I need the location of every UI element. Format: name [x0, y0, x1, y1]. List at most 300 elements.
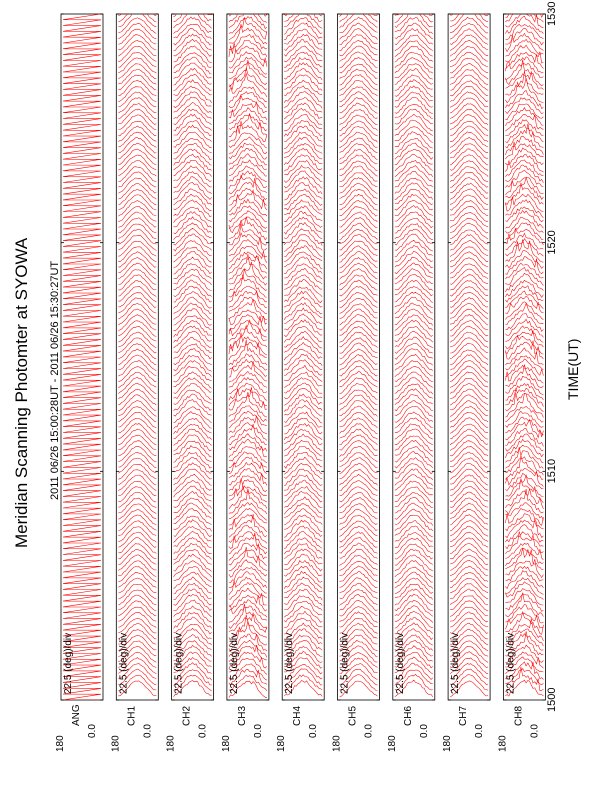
scan-line — [118, 538, 156, 554]
scan-line — [450, 350, 488, 365]
scan-line — [118, 263, 156, 279]
scan-line — [505, 566, 543, 581]
scan-line — [229, 446, 267, 462]
scan-line — [450, 366, 488, 382]
scan-line — [395, 475, 433, 491]
scan-line — [450, 566, 488, 582]
scan-line — [340, 57, 378, 73]
scan-line — [229, 371, 267, 387]
scan-line — [450, 29, 488, 45]
scan-line — [340, 383, 378, 399]
scan-line — [395, 520, 433, 537]
scan-line — [450, 109, 488, 125]
scan-line — [118, 475, 156, 491]
scan-line — [174, 441, 212, 457]
scan-line — [174, 121, 212, 136]
scan-line — [284, 429, 322, 445]
scan-line — [395, 201, 433, 216]
scan-line — [118, 281, 156, 297]
scan-line — [450, 212, 488, 227]
scan-line — [450, 23, 488, 39]
scan-line — [450, 475, 488, 491]
scan-line — [118, 504, 156, 519]
scan-line — [174, 520, 212, 537]
panel-channel-label: CH6 — [402, 705, 414, 726]
scan-line — [229, 87, 267, 103]
scan-line — [340, 258, 378, 274]
y-tick-label: 0.0 — [363, 724, 375, 738]
scan-line — [450, 589, 488, 605]
scan-line — [118, 612, 156, 627]
panel-ang — [55, 14, 103, 752]
scan-line — [395, 172, 433, 188]
scan-line — [450, 618, 488, 633]
y-tick-label: 180 — [386, 735, 398, 752]
scan-line — [118, 161, 156, 177]
scan-line — [395, 257, 433, 274]
x-axis-label: TIME(UT) — [565, 338, 581, 400]
scan-line — [284, 596, 322, 611]
panel-group — [55, 0, 545, 752]
scan-line — [118, 212, 156, 227]
y-tick-label: 180 — [55, 735, 66, 752]
scan-line — [340, 28, 378, 44]
scan-line — [505, 52, 543, 68]
scan-line — [450, 560, 488, 576]
scan-line — [450, 326, 488, 342]
scan-line — [118, 23, 156, 39]
scan-line — [450, 338, 488, 353]
scan-line — [284, 58, 322, 73]
scan-line — [229, 515, 267, 532]
scan-line — [284, 561, 322, 577]
scan-line — [174, 217, 212, 234]
scan-line — [395, 509, 433, 525]
scan-line — [118, 200, 156, 216]
y-tick-label: 180 — [220, 735, 232, 752]
scan-line — [395, 218, 433, 233]
scan-line — [450, 503, 488, 519]
scan-line — [340, 441, 378, 457]
scan-line — [118, 29, 156, 44]
scan-line — [174, 378, 212, 394]
scan-line — [284, 86, 322, 103]
scan-line — [229, 572, 267, 588]
scan-line — [174, 92, 212, 108]
scan-line — [450, 172, 488, 187]
scan-line — [340, 69, 378, 85]
y-tick-label: 180 — [110, 735, 122, 752]
scan-line — [174, 332, 212, 349]
scan-line — [174, 594, 212, 611]
scan-line — [229, 526, 267, 544]
scan-line — [505, 509, 543, 526]
scan-line — [118, 544, 156, 559]
scan-line — [174, 606, 212, 623]
scan-line — [340, 590, 378, 606]
scan-line — [505, 194, 543, 211]
scan-line — [174, 600, 212, 617]
scan-line — [450, 572, 488, 587]
scan-line — [174, 183, 212, 200]
scan-line — [229, 291, 267, 308]
scan-line — [118, 590, 156, 605]
scan-line — [118, 98, 156, 114]
scan-line — [118, 109, 156, 124]
scan-line — [450, 235, 488, 251]
scan-line — [174, 554, 212, 571]
scan-line — [118, 178, 156, 193]
scan-line — [229, 46, 267, 62]
scan-line — [229, 423, 267, 441]
scan-line — [340, 23, 378, 39]
scan-line — [284, 161, 322, 176]
scan-line — [118, 515, 156, 531]
scan-line — [340, 212, 378, 228]
scan-line — [395, 224, 433, 240]
scan-line — [450, 406, 488, 422]
scan-line — [395, 384, 433, 400]
scan-line — [118, 395, 156, 411]
panel-channel-label: CH2 — [181, 705, 193, 726]
scan-line — [450, 584, 488, 599]
scan-line — [450, 441, 488, 456]
scan-line — [118, 383, 156, 399]
scan-line — [174, 303, 212, 320]
scan-line — [118, 247, 156, 262]
scan-line — [118, 378, 156, 394]
y-tick-label: 0.0 — [87, 724, 98, 738]
scan-line — [450, 401, 488, 417]
scan-line — [450, 321, 488, 337]
scan-line — [450, 40, 488, 56]
scan-line — [450, 314, 488, 331]
scan-line — [505, 0, 543, 17]
scan-line — [174, 264, 212, 279]
panel-scale-label: 22.5 (deg)/div — [63, 632, 74, 694]
scan-line — [174, 361, 212, 377]
scan-line — [229, 406, 267, 422]
scan-line — [395, 178, 433, 193]
scan-line — [174, 503, 212, 519]
scan-line — [450, 452, 488, 467]
scan-line — [284, 372, 322, 388]
series-ang — [63, 14, 101, 706]
scan-line — [395, 303, 433, 320]
scan-line — [174, 566, 212, 581]
scan-line — [229, 383, 267, 400]
scan-line — [395, 114, 433, 130]
scan-line — [340, 298, 378, 313]
scan-line — [395, 251, 433, 268]
scan-line — [174, 344, 212, 359]
scan-line — [284, 611, 322, 627]
scan-line — [340, 338, 378, 354]
scan-line — [284, 571, 322, 588]
scan-line — [284, 531, 322, 548]
scan-line — [284, 223, 322, 239]
scan-line — [118, 315, 156, 331]
scan-line — [395, 183, 433, 200]
scan-line — [450, 161, 488, 177]
scan-line — [284, 606, 322, 622]
scan-line — [505, 154, 543, 172]
scan-line — [395, 378, 433, 394]
scan-line — [395, 418, 433, 434]
scan-line — [174, 446, 212, 463]
scan-line — [340, 241, 378, 256]
scan-line — [284, 40, 322, 57]
scan-line — [174, 366, 212, 382]
scan-line — [284, 354, 322, 370]
scan-line — [284, 132, 322, 149]
scan-line — [395, 555, 433, 571]
scan-line — [118, 149, 156, 165]
scan-line — [174, 531, 212, 548]
scan-line — [174, 68, 212, 85]
scan-line — [118, 143, 156, 158]
scan-line — [174, 435, 212, 451]
panel-channel-label: CH8 — [513, 705, 525, 726]
scan-line — [118, 532, 156, 547]
scan-line — [174, 474, 212, 491]
scan-line — [174, 132, 212, 148]
scan-line — [229, 143, 267, 159]
scan-line — [340, 366, 378, 382]
scan-line — [118, 498, 156, 513]
panel-channel-label: CH1 — [126, 705, 138, 726]
scan-line — [450, 58, 488, 73]
scan-line — [284, 440, 322, 456]
scan-line — [395, 263, 433, 279]
scan-line — [340, 509, 378, 524]
scan-line — [284, 486, 322, 502]
scan-line — [118, 424, 156, 439]
scan-line — [118, 492, 156, 508]
scan-line — [229, 286, 267, 302]
scan-line — [118, 355, 156, 371]
scan-line — [450, 412, 488, 427]
scan-line — [118, 481, 156, 495]
scan-line — [395, 23, 433, 39]
scan-line — [395, 611, 433, 628]
scan-line — [174, 46, 212, 63]
scan-line — [118, 138, 156, 153]
scan-line — [450, 515, 488, 531]
scan-line — [284, 121, 322, 137]
x-tick-label: 1500 — [546, 687, 558, 712]
scan-line — [395, 240, 433, 256]
scan-line — [505, 514, 543, 531]
scan-line — [340, 286, 378, 302]
scan-line — [395, 464, 433, 480]
y-tick-label: 0.0 — [197, 724, 209, 738]
scan-line — [340, 200, 378, 216]
scan-line — [174, 452, 212, 468]
scan-line — [450, 544, 488, 559]
scan-line — [395, 532, 433, 547]
scan-line — [505, 136, 543, 155]
scan-line — [63, 14, 101, 706]
scan-line — [284, 297, 322, 314]
scan-line — [395, 458, 433, 474]
panel-scale-label: 22.5 (deg)/div — [284, 632, 296, 694]
scan-line — [505, 384, 543, 401]
scan-line — [174, 194, 212, 211]
scan-line — [284, 303, 322, 320]
scan-line — [284, 424, 322, 440]
scan-line — [395, 560, 433, 577]
scan-line — [395, 354, 433, 370]
scan-line — [174, 355, 212, 371]
scan-line — [118, 103, 156, 118]
scan-line — [284, 234, 322, 251]
scan-line — [118, 372, 156, 388]
scan-line — [174, 234, 212, 251]
scan-line — [174, 561, 212, 577]
scan-line — [450, 17, 488, 33]
scan-line — [174, 516, 212, 531]
series-ch3 — [229, 0, 267, 698]
scan-line — [174, 12, 212, 28]
scan-line — [174, 407, 212, 423]
scan-line — [118, 344, 156, 359]
scan-line — [505, 393, 543, 417]
scan-line — [118, 510, 156, 525]
scan-line — [174, 160, 212, 176]
scan-line — [174, 309, 212, 326]
panel-ch8 — [497, 0, 545, 752]
scan-line — [284, 618, 322, 634]
scan-line — [395, 194, 433, 210]
scan-line — [118, 52, 156, 67]
scan-line — [118, 58, 156, 73]
scan-line — [284, 18, 322, 35]
scan-line — [395, 98, 433, 114]
scan-line — [450, 167, 488, 182]
scan-line — [174, 172, 212, 188]
scan-line — [118, 132, 156, 147]
scan-line — [340, 418, 378, 434]
scan-line — [174, 577, 212, 594]
scan-line — [340, 207, 378, 222]
scan-line — [284, 378, 322, 394]
scan-line — [340, 480, 378, 495]
scan-line — [340, 343, 378, 359]
panel-scale-label: 22.5 (deg)/div — [173, 632, 185, 694]
scan-line — [340, 435, 378, 451]
scan-line — [505, 406, 543, 422]
scan-line — [450, 98, 488, 113]
panel-scale-label: 22.5 (deg)/div — [394, 632, 406, 694]
scan-line — [174, 286, 212, 302]
scan-line — [340, 103, 378, 119]
y-tick-label: 0.0 — [474, 724, 486, 738]
scan-line — [118, 555, 156, 571]
scan-line — [229, 57, 267, 74]
y-tick-label: 180 — [165, 735, 177, 752]
scan-line — [395, 429, 433, 445]
scan-line — [340, 504, 378, 519]
scan-line — [395, 229, 433, 245]
scan-line — [395, 297, 433, 314]
scan-line — [395, 337, 433, 353]
scan-line — [174, 207, 212, 222]
scan-line — [174, 251, 212, 268]
scan-line — [340, 304, 378, 319]
scan-line — [340, 619, 378, 634]
scan-line — [340, 401, 378, 417]
scan-line — [395, 440, 433, 456]
scan-line — [450, 578, 488, 593]
scan-line — [118, 435, 156, 450]
scan-line — [118, 35, 156, 50]
scan-line — [284, 229, 322, 246]
scan-line — [505, 313, 543, 331]
scan-line — [284, 268, 322, 285]
scan-line — [174, 97, 212, 113]
scan-line — [174, 572, 212, 589]
scan-line — [450, 298, 488, 314]
panel-scale-label: 22.5 (deg)/div — [228, 632, 240, 694]
scan-line — [118, 441, 156, 456]
scan-line — [450, 230, 488, 245]
scan-line — [118, 155, 156, 170]
scan-line — [505, 589, 543, 606]
scan-line — [340, 155, 378, 171]
scan-line — [284, 457, 322, 474]
scan-line — [118, 607, 156, 622]
scan-line — [450, 596, 488, 611]
scan-line — [118, 298, 156, 313]
scan-line — [395, 406, 433, 422]
scan-line — [395, 309, 433, 326]
scan-line — [229, 550, 267, 566]
scan-line — [450, 241, 488, 257]
y-tick-label: 0.0 — [308, 724, 320, 738]
scan-line — [284, 520, 322, 537]
scan-line — [229, 92, 267, 108]
panel-frame — [227, 14, 269, 700]
scan-line — [505, 7, 543, 22]
scan-line — [505, 613, 543, 629]
scan-line — [395, 572, 433, 589]
scan-line — [229, 543, 267, 560]
scan-line — [174, 292, 212, 309]
scan-line — [174, 57, 212, 74]
series-ch7 — [450, 0, 488, 696]
scan-line — [174, 53, 212, 69]
scan-line — [284, 463, 322, 478]
scan-line — [284, 497, 322, 515]
scan-line — [340, 223, 378, 239]
scan-line — [505, 104, 543, 120]
scan-line — [450, 532, 488, 547]
scan-line — [229, 582, 267, 599]
scan-line — [284, 418, 322, 434]
scan-line — [340, 424, 378, 440]
scan-line — [340, 332, 378, 348]
scan-line — [118, 206, 156, 222]
scan-line — [174, 86, 212, 103]
scan-line — [229, 166, 267, 182]
panel-channel-label: CH3 — [236, 705, 248, 726]
panel-channel-label: ANG — [71, 704, 82, 726]
series-ch5 — [340, 0, 378, 696]
scan-line — [174, 394, 212, 411]
scan-line — [450, 469, 488, 485]
scan-line — [340, 41, 378, 56]
